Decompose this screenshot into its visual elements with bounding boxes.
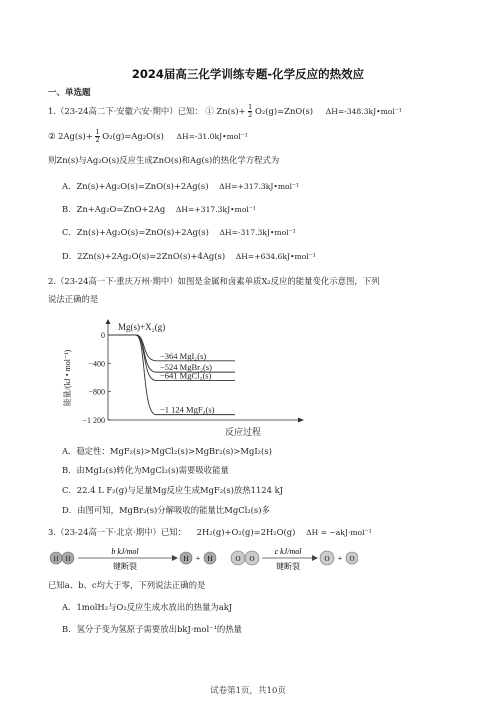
q3-note: 已知a、b、c均大于零，下列说法正确的是	[48, 580, 206, 590]
q2-stem-line1: 2.（23-24高一下·重庆万州·期中）如图是金属和卤素单质X₂反应的能量变化示意图，下列	[48, 276, 380, 286]
page-title: 2024届高三化学训练专题-化学反应的热效应	[131, 67, 365, 81]
q2-option-c[interactable]: C．22.4 L F₂(g)与足量Mg反应生成MgF₂(s)放热1124 kJ	[62, 485, 284, 495]
q1-option-a[interactable]: A．Zn(s)+Ag₂O(s)=ZnO(s)+2Ag(s) ΔH=+317.3kJ•mol⁻¹	[62, 181, 300, 191]
arrow-1-head	[172, 555, 178, 561]
q3-stem: 3.（23-24高一下·北京·期中）已知： 2H₂(g)+O₂(g)=2H₂O(g) ΔH = −akJ·mol⁻¹	[48, 527, 372, 537]
q1-stem: 1.（23-24高二下·安徽六安·期中）已知： ① Zn(s)+ $\frac{1}{2}$ O₂(g)=ZnO(s) ΔH=-348.3kJ•mol⁻¹	[48, 103, 402, 119]
q1-eq1-dh: ΔH=-348.3kJ•mol⁻¹	[325, 107, 402, 116]
start-label: Mg(s)+X₂(g)	[118, 322, 166, 332]
svg-text:+: +	[195, 554, 201, 563]
h2-molecule	[50, 552, 74, 564]
y-tick-label: 0	[101, 331, 105, 340]
q1-question: 则Zn(s)与Ag₂O(s)反应生成ZnO(s)和Ag(s)的热化学方程式为	[48, 155, 280, 165]
q3-option-a[interactable]: A．1molH₂与O₂反应生成水放出的热量为akJ	[62, 602, 233, 612]
x-axis-arrow	[298, 418, 304, 423]
q1-eq2: ② 2Ag(s)+ $\frac{1}{2}$ O₂(g)=Ag₂O(s) ΔH=-31.0kJ•mol⁻¹	[48, 128, 248, 144]
q2-option-a[interactable]: A．稳定性：MgF₂(s)>MgCl₂(s)>MgBr₂(s)>MgI₂(s)	[62, 446, 272, 456]
level-label-4: −1 124 MgF₂(s)	[160, 404, 215, 415]
bond-breaking-diagrams	[48, 544, 358, 576]
svg-text:+: +	[337, 554, 343, 563]
svg-text:H: H	[207, 555, 213, 563]
y-tick-label: −1 200	[82, 416, 105, 425]
h-atoms	[180, 552, 216, 564]
h-atom-label: H	[65, 555, 71, 563]
level-label-3: −641 MgCl₂(s)	[160, 370, 212, 381]
q1-option-b[interactable]: B．Zn+Ag₂O=ZnO+2Ag ΔH=+317.3kJ•mol⁻¹	[62, 204, 256, 214]
y-axis-label: 能量/(kJ • mol⁻¹)	[63, 349, 72, 407]
q2-option-b[interactable]: B．由MgI₂(s)转化为MgCl₂(s)需要吸收能量	[62, 465, 229, 475]
arrow-2-head	[312, 555, 318, 561]
y-tick-label: −800	[88, 387, 105, 397]
o-atom-label: O	[249, 555, 255, 563]
q1-eq2-dh: ΔH=-31.0kJ•mol⁻¹	[176, 132, 248, 141]
q2-stem-line2: 说法正确的是	[48, 294, 99, 304]
page-footer: 试卷第1页，共10页	[210, 686, 286, 696]
q3-option-b[interactable]: B．氢分子变为氢原子需要放出bkJ·mol⁻¹的热量	[62, 624, 243, 634]
q1-option-c[interactable]: C．Zn(s)+Ag₂O(s)=ZnO(s)+2Ag(s) ΔH=-317.3kJ•mol⁻¹	[62, 227, 296, 237]
svg-text:O: O	[324, 555, 330, 563]
y-tick-label: −400	[88, 359, 105, 369]
svg-text:O: O	[349, 555, 355, 563]
energy-diagram	[60, 318, 310, 440]
q3-equation: 2H₂(g)+O₂(g)=2H₂O(g)	[196, 527, 296, 537]
section-heading: 一、单选题	[48, 88, 91, 98]
o-atom-label: O	[235, 555, 241, 563]
energy-c-label: c kJ/mol	[274, 547, 302, 556]
energy-b-label: b kJ/mol	[111, 547, 139, 556]
o2-molecule	[231, 551, 259, 565]
o-atoms	[320, 551, 358, 565]
x-axis-label: 反应过程	[224, 427, 262, 437]
h-atom-label: H	[53, 555, 59, 563]
bond-break-label-2: 键断裂	[276, 562, 300, 571]
q2-option-d[interactable]: D．由图可知，MgBr₂(s)分解吸收的能量比MgCl₂(s)多	[62, 505, 270, 515]
level-label-1: −364 MgI₂(s)	[160, 350, 207, 361]
y-axis-arrow	[106, 319, 111, 324]
level-label-2: −524 MgBr₂(s)	[160, 362, 212, 373]
q1-option-d[interactable]: D．2Zn(s)+2Ag₂O(s)=2ZnO(s)+4Ag(s) ΔH=+634.6kJ•mol⁻¹	[62, 251, 316, 261]
bond-break-label-1: 键断裂	[113, 562, 137, 571]
q1-eq1: ① Zn(s)+ $\frac{1}{2}$ O₂(g)=ZnO(s)	[205, 103, 314, 119]
svg-text:H: H	[183, 555, 189, 563]
q3-dh: ΔH = −akJ·mol⁻¹	[306, 528, 372, 537]
